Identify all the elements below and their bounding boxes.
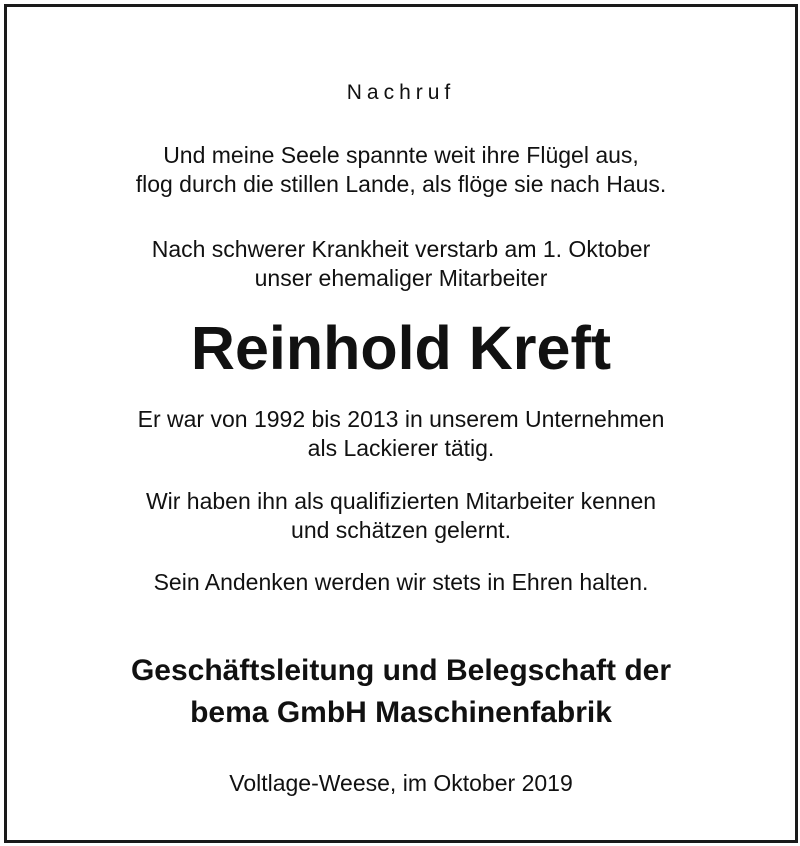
quote-line: flog durch die stillen Lande, als flöge sie nach Haus. bbox=[135, 171, 667, 197]
place-and-date: Voltlage-Weese, im Oktober 2019 bbox=[229, 770, 573, 796]
appreciation-line: und schätzen gelernt. bbox=[291, 517, 511, 543]
signature-block bbox=[7, 650, 795, 734]
death-announcement bbox=[7, 235, 795, 293]
appreciation-text bbox=[7, 487, 795, 545]
signature-line: Geschäftsleitung und Belegschaft der bbox=[130, 654, 672, 687]
notice-heading: Nachruf bbox=[346, 81, 456, 104]
announcement-line: Nach schwerer Krankheit verstarb am 1. Oktober bbox=[151, 236, 651, 262]
employment-line: als Lackierer tätig. bbox=[307, 435, 495, 461]
announcement-line: unser ehemaliger Mitarbeiter bbox=[254, 265, 548, 291]
obituary-notice bbox=[4, 4, 798, 843]
appreciation-line: Wir haben ihn als qualifizierten Mitarbeiter kennen bbox=[145, 488, 657, 514]
poem-quote bbox=[7, 141, 795, 199]
employment-line: Er war von 1992 bis 2013 in unserem Unternehmen bbox=[137, 406, 665, 432]
memory-text: Sein Andenken werden wir stets in Ehren halten. bbox=[153, 569, 649, 595]
deceased-name: Reinhold Kreft bbox=[190, 314, 612, 382]
signature-line: bema GmbH Maschinenfabrik bbox=[190, 696, 612, 729]
quote-line: Und meine Seele spannte weit ihre Flügel aus, bbox=[163, 142, 639, 168]
employment-text bbox=[7, 405, 795, 463]
